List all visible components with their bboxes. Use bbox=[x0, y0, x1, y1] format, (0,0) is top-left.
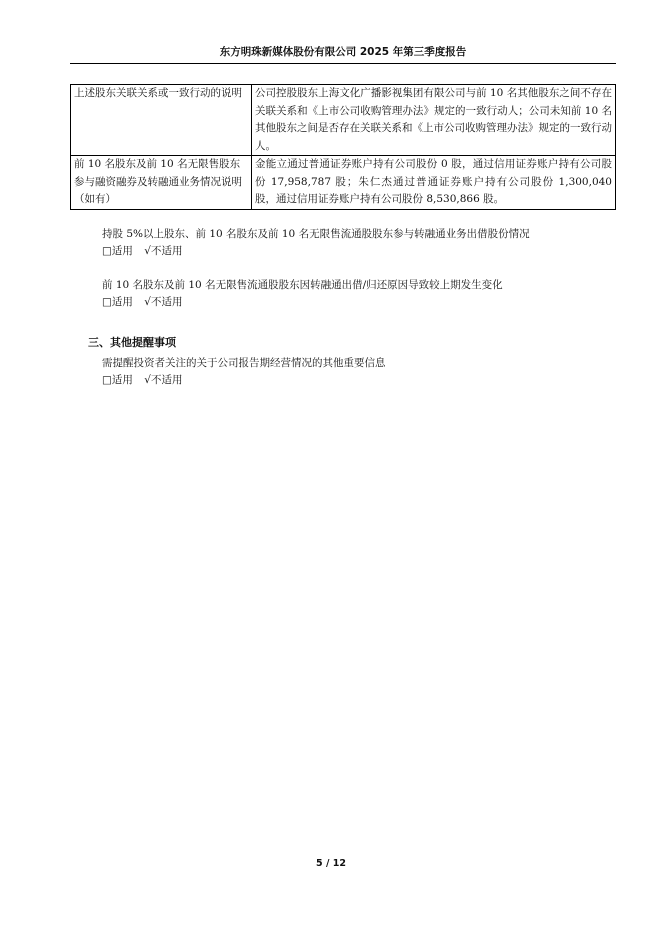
refinancing-lending-text: 持股 5%以上股东、前 10 名股东及前 10 名无限售流通股股东参与转融通业务出借股份情况 bbox=[102, 228, 530, 240]
refinancing-change-text: 前 10 名股东及前 10 名无限售流通股股东因转融通出借/归还原因导致较上期发生变化 bbox=[102, 279, 503, 291]
table-row bbox=[71, 156, 616, 210]
report-header: 东方明珠新媒体股份有限公司 2025 年第三季度报告 bbox=[70, 44, 616, 64]
option-applicable: □适用 bbox=[102, 245, 133, 257]
section-heading-other-reminders: 三、其他提醒事项 bbox=[88, 336, 176, 349]
option-applicable: □适用 bbox=[102, 296, 133, 308]
option-applicable: □适用 bbox=[102, 374, 133, 386]
option-not-applicable: √不适用 bbox=[144, 296, 183, 308]
table-row-content: 金能立通过普通证券账户持有公司股份 0 股，通过信用证券账户持有公司股份 17,958,787 股；朱仁杰通过普通证券账户持有公司股份 1,300,040 股，通过信用证券账户持有公司股份 8,530,866 股。 bbox=[252, 156, 616, 210]
table-row-label: 前 10 名股东及前 10 名无限售股东参与融资融券及转融通业务情况说明（如有） bbox=[71, 156, 252, 210]
table-row-label: 上述股东关联关系或一致行动的说明 bbox=[71, 85, 252, 156]
other-reminders-options bbox=[102, 372, 190, 390]
table-row-content: 公司控股股东上海文化广播影视集团有限公司与前 10 名其他股东之间不存在关联关系和《上市公司收购管理办法》规定的一致行动人；公司未知前 10 名其他股东之间是否存在关联关系和《上市公司收购管理办法》规定的一致行动人。 bbox=[252, 85, 616, 156]
shareholder-info-table bbox=[70, 84, 616, 210]
table-row bbox=[71, 85, 616, 156]
refinancing-change-options bbox=[102, 294, 190, 312]
other-reminders-text: 需提醒投资者关注的关于公司报告期经营情况的其他重要信息 bbox=[102, 357, 386, 369]
option-not-applicable: √不适用 bbox=[144, 374, 183, 386]
refinancing-lending-options bbox=[102, 243, 190, 261]
page-number: 5 / 12 bbox=[316, 858, 346, 869]
option-not-applicable: √不适用 bbox=[144, 245, 183, 257]
